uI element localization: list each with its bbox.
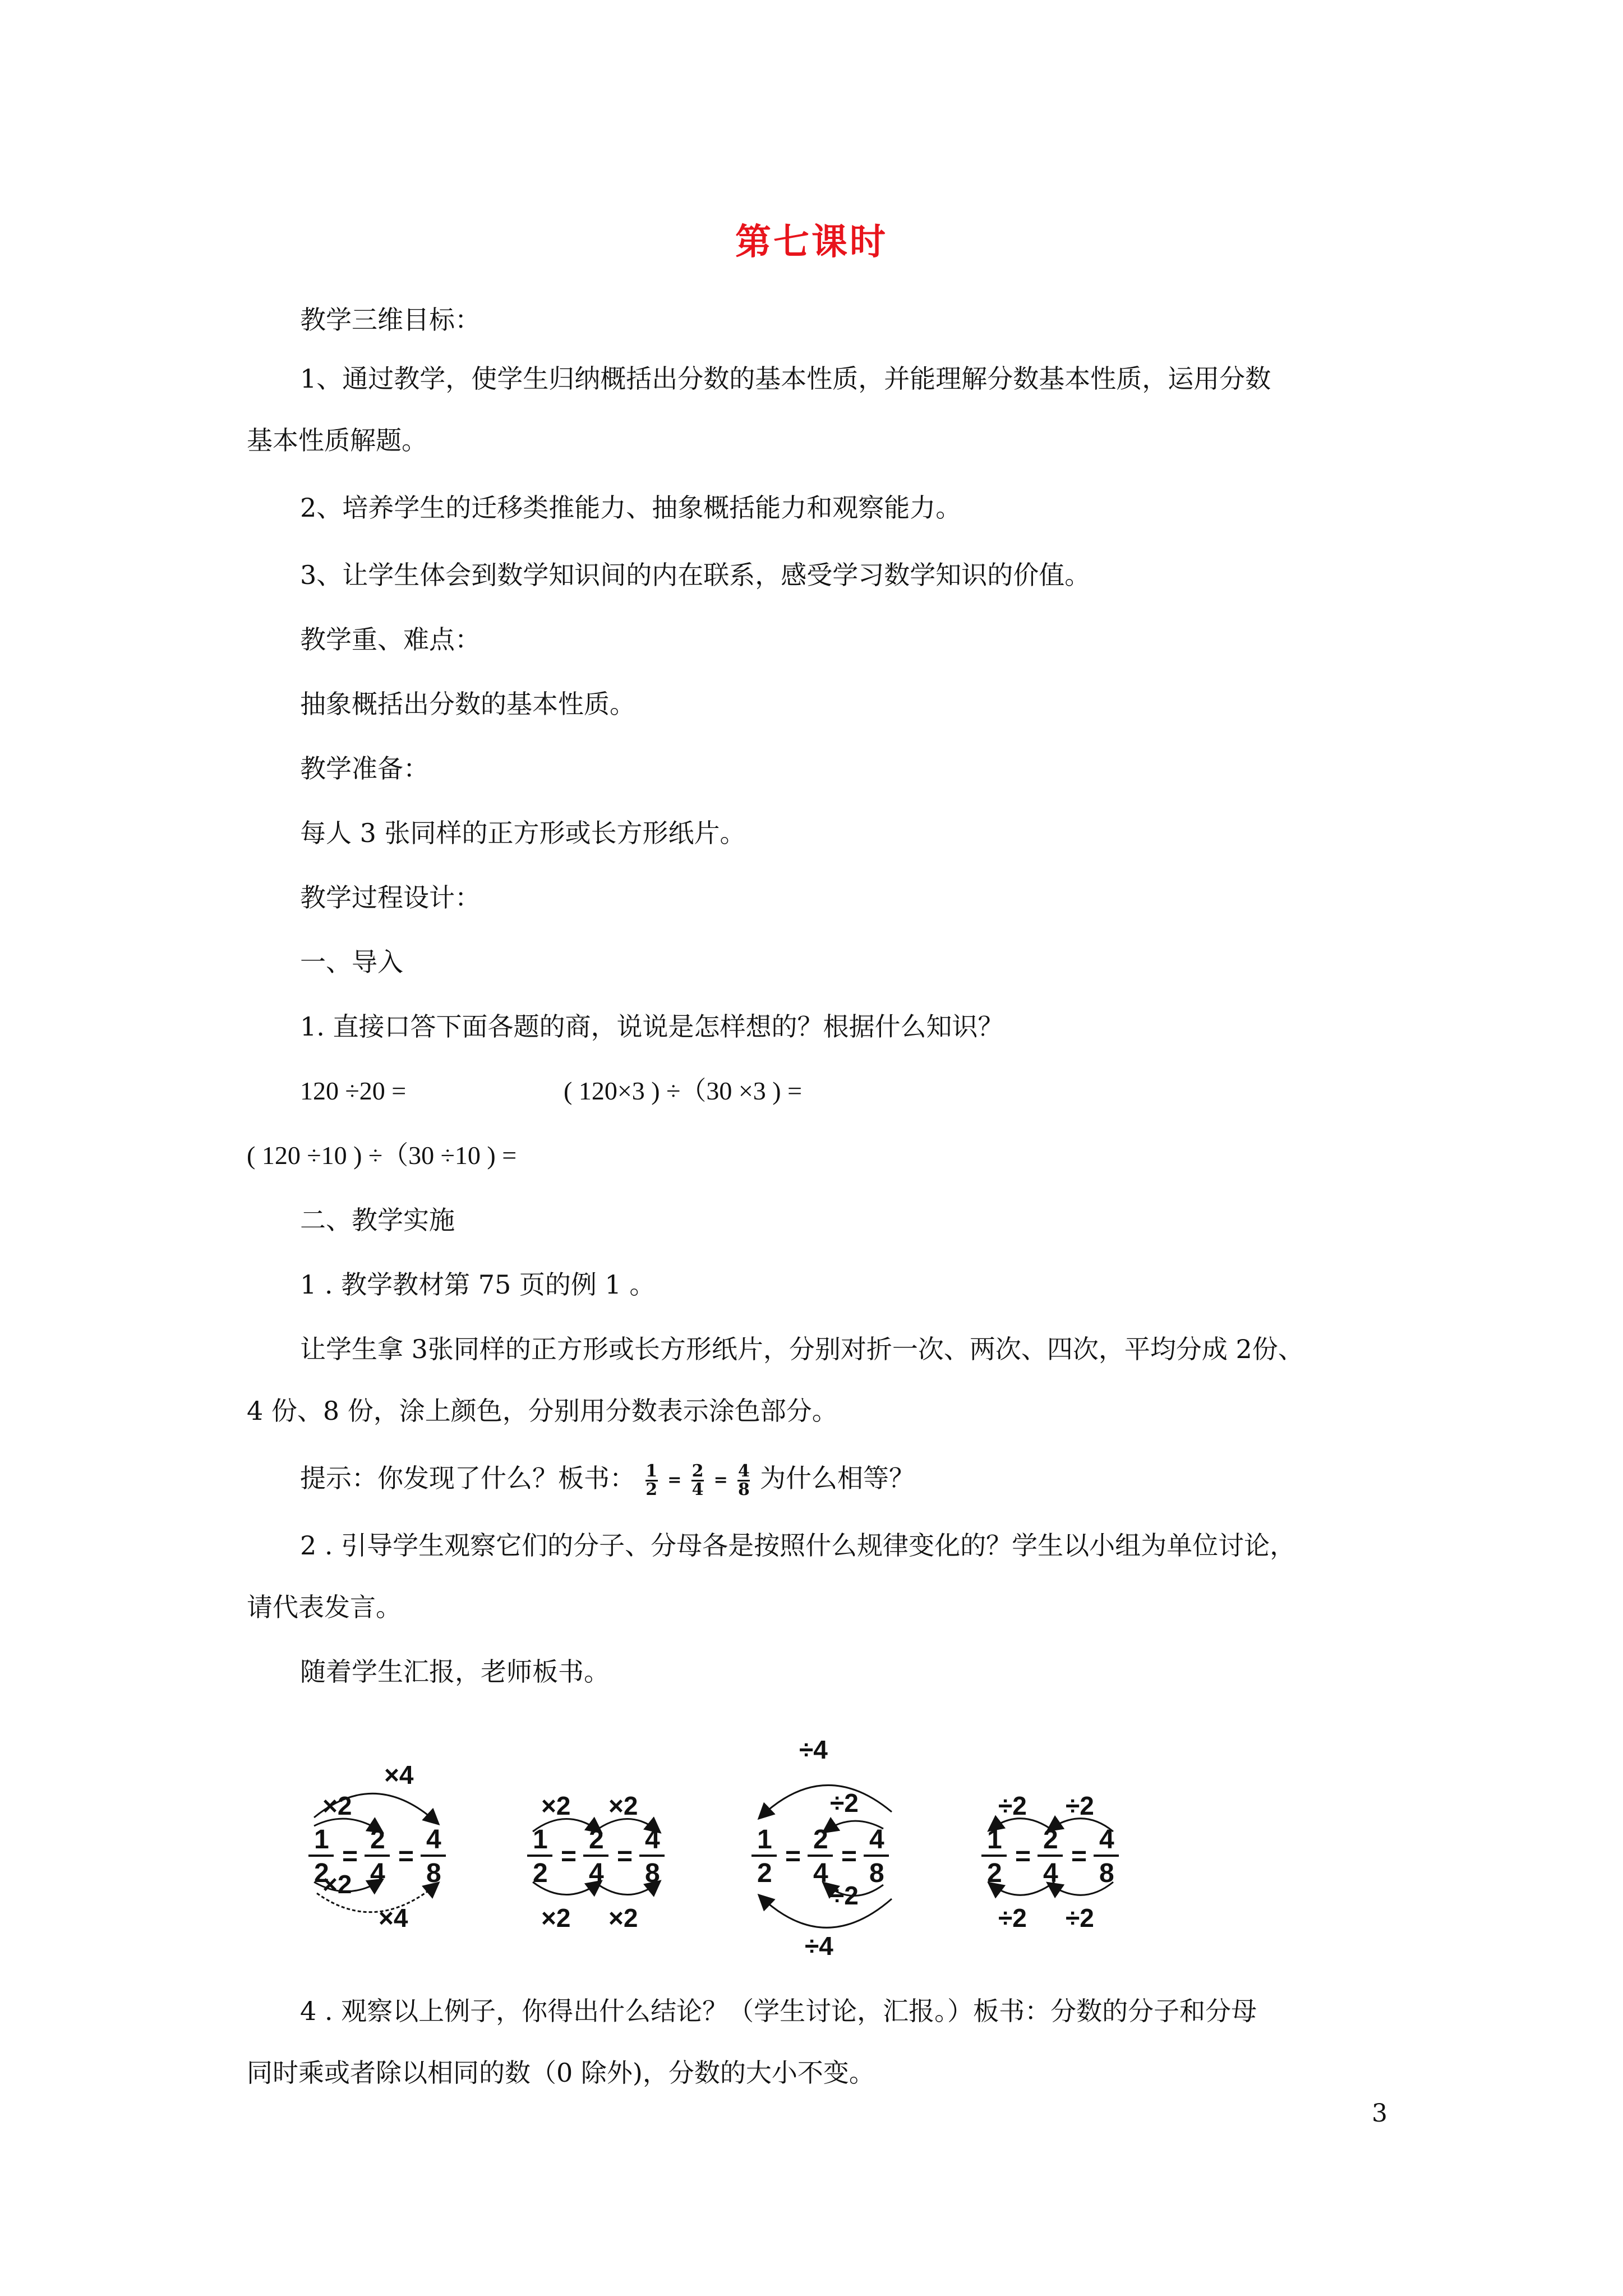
example-1: 1 . 教学教材第 75 页的例 1 。 (300, 1269, 656, 1300)
svg-text:8: 8 (1099, 1858, 1114, 1888)
svg-text:=: = (561, 1842, 577, 1871)
preparation-text: 每人 3 张同样的正方形或长方形纸片。 (300, 818, 746, 848)
label-bottom-left: ÷2 (998, 1903, 1027, 1932)
hint-prefix: 提示：你发现了什么？板书： (300, 1463, 635, 1493)
section-1-heading: 一、导入 (300, 947, 403, 977)
label-top-inner: ÷2 (830, 1788, 859, 1818)
hint-equals-2: = (713, 1470, 728, 1490)
report-line: 随着学生汇报，老师板书。 (300, 1657, 610, 1687)
svg-text:4: 4 (589, 1858, 604, 1888)
question-2-line-2: 请代表发言。 (247, 1592, 402, 1622)
goals-heading: 教学三维目标： (300, 305, 481, 335)
label-bottom-outer: ×4 (379, 1903, 408, 1932)
hint-fraction-2: $\frac{2}{4}$ (691, 1461, 704, 1499)
example-1-text-line-2: 4 份、8 份，涂上颜色，分别用分数表示涂色部分。 (247, 1396, 838, 1426)
svg-text:2: 2 (1043, 1825, 1058, 1855)
svg-text:2: 2 (757, 1858, 772, 1888)
label-bottom-inner: ÷2 (830, 1881, 859, 1910)
calc-1b: ( 120×3 ) ÷（30 ×3 ) = (564, 1076, 803, 1105)
label-bottom-left: ×2 (541, 1903, 571, 1932)
question-1: 1. 直接口答下面各题的商，说说是怎样想的？根据什么知识？ (300, 1011, 1004, 1042)
label-bottom-outer: ÷4 (805, 1931, 833, 1961)
key-points-heading: 教学重、难点： (300, 624, 481, 655)
svg-text:1: 1 (757, 1825, 772, 1855)
num-2: 2 (370, 1825, 385, 1855)
calc-2: ( 120 ÷10 ) ÷（30 ÷10 ) = (247, 1141, 517, 1170)
diagram-divide-nested (746, 1733, 931, 1971)
hint-line (300, 1461, 915, 1498)
equals-2: = (398, 1842, 414, 1871)
svg-text:=: = (617, 1842, 633, 1871)
svg-text:8: 8 (645, 1858, 660, 1888)
label-bottom-right: ÷2 (1066, 1903, 1094, 1932)
section-2-heading: 二、教学实施 (300, 1205, 455, 1235)
key-points-text: 抽象概括出分数的基本性质。 (300, 689, 635, 719)
label-bottom-right: ×2 (608, 1903, 638, 1932)
question-2-line-1: 2 . 引导学生观察它们的分子、分母各是按照什么规律变化的？学生以小组为单位讨论， (300, 1530, 1296, 1561)
question-4-line-1: 4 . 观察以上例子，你得出什么结论？（学生讨论，汇报。）板书：分数的分子和分母 (300, 1996, 1257, 2026)
question-4-line-2: 同时乘或者除以相同的数（0 除外)，分数的大小不变。 (247, 2058, 875, 2088)
svg-text:2: 2 (813, 1825, 828, 1855)
den-2: 4 (370, 1858, 385, 1888)
label-bottom-inner: ×2 (322, 1870, 352, 1899)
svg-text:4: 4 (645, 1825, 660, 1855)
svg-text:=: = (1015, 1842, 1031, 1871)
diagram-divide-chained (976, 1733, 1161, 1971)
diagram-multiply-chained (522, 1733, 707, 1971)
diagram-multiply-nested (303, 1733, 488, 1971)
equals-1: = (342, 1842, 358, 1871)
hint-suffix: 为什么相等？ (760, 1463, 915, 1493)
svg-text:1: 1 (987, 1825, 1002, 1855)
svg-text:=: = (1071, 1842, 1087, 1871)
svg-text:4: 4 (869, 1825, 884, 1855)
goal-2: 2、培养学生的迁移类推能力、抽象概括能力和观察能力。 (300, 493, 962, 523)
den-1: 2 (314, 1858, 329, 1888)
svg-text:=: = (841, 1842, 857, 1871)
label-top-left: ×2 (541, 1791, 571, 1820)
process-heading: 教学过程设计： (300, 882, 481, 913)
svg-text:=: = (785, 1842, 801, 1871)
diagram-2-svg (522, 1733, 707, 1969)
svg-text:2: 2 (589, 1825, 604, 1855)
calc-1a: 120 ÷20 = (300, 1076, 407, 1105)
diagram-4-svg (976, 1733, 1161, 1969)
svg-text:8: 8 (869, 1858, 884, 1888)
label-top-left: ÷2 (998, 1791, 1027, 1820)
svg-text:2: 2 (533, 1858, 548, 1888)
svg-text:1: 1 (533, 1825, 548, 1855)
goal-1-line-2: 基本性质解题。 (247, 425, 427, 455)
svg-text:2: 2 (987, 1858, 1002, 1888)
preparation-heading: 教学准备： (300, 753, 429, 784)
svg-text:4: 4 (1043, 1858, 1058, 1888)
num-3: 4 (426, 1825, 441, 1855)
label-top-inner: ×2 (322, 1791, 352, 1820)
diagram-1-svg (303, 1733, 488, 1969)
num-1: 1 (314, 1825, 329, 1855)
goal-1-line-1: 1、通过教学，使学生归纳概括出分数的基本性质，并能理解分数基本性质，运用分数 (300, 364, 1271, 394)
hint-fraction-1: $\frac{1}{2}$ (645, 1461, 658, 1499)
diagram-3-svg (746, 1733, 931, 1969)
page-title: 第七课时 (735, 221, 888, 263)
svg-text:4: 4 (813, 1858, 828, 1888)
example-1-text-line-1: 让学生拿 3张同样的正方形或长方形纸片，分别对折一次、两次、四次，平均分成 2份、 (300, 1334, 1304, 1364)
label-top-outer: ÷4 (799, 1735, 828, 1764)
goal-3: 3、让学生体会到数学知识间的内在联系，感受学习数学知识的价值。 (300, 560, 1091, 590)
label-top-right: ÷2 (1066, 1791, 1094, 1820)
den-3: 8 (426, 1858, 441, 1888)
hint-equals-1: = (667, 1470, 682, 1490)
label-top-right: ×2 (608, 1791, 638, 1820)
svg-text:4: 4 (1099, 1825, 1114, 1855)
hint-fraction-3: $\frac{4}{8}$ (737, 1461, 750, 1499)
page-number: 3 (1372, 2099, 1387, 2128)
label-top-outer: ×4 (384, 1760, 414, 1789)
